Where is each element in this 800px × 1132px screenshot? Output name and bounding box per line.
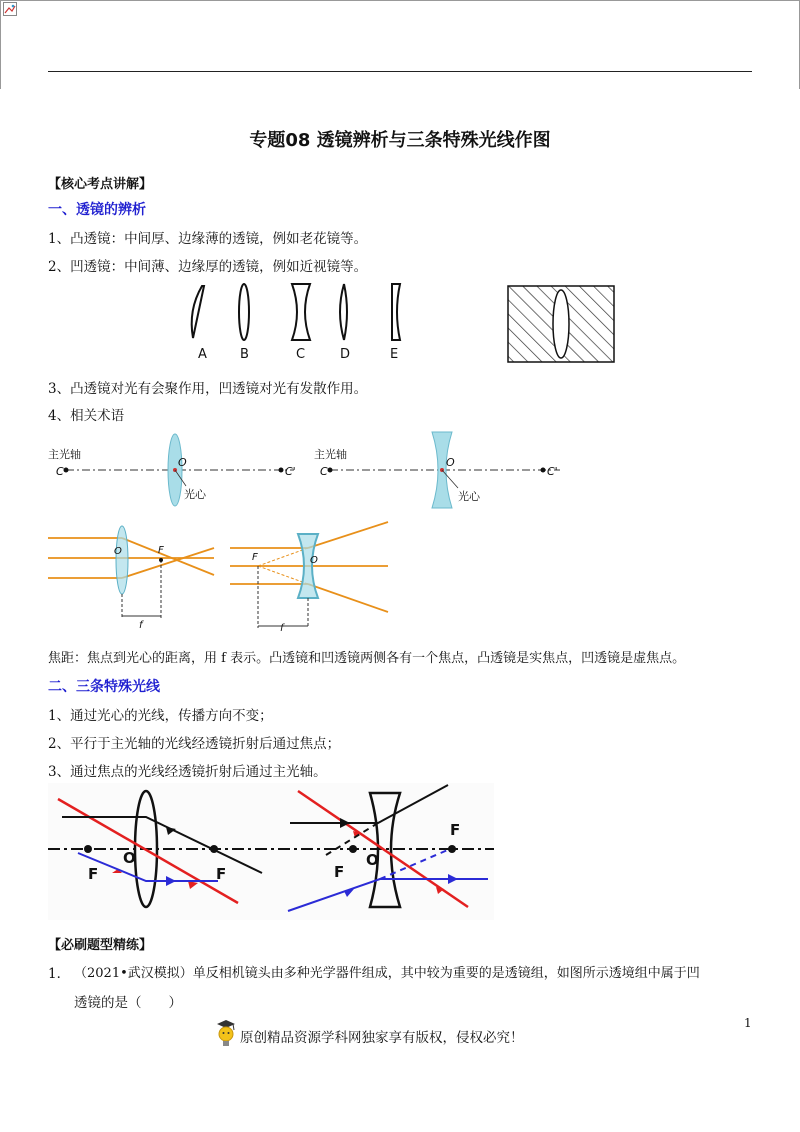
section-practice-heading: 【必刷题型精练】 (48, 938, 153, 953)
page-header-frame (0, 0, 800, 89)
convex-terms-figure (44, 430, 304, 510)
convex-point-o: O (178, 456, 187, 469)
broken-image-icon (3, 2, 17, 16)
convex-focus-f: F (158, 545, 164, 556)
lens-label-a: A (198, 347, 207, 362)
lens-label-b: B (240, 347, 249, 362)
rays-right-f2: F (450, 821, 461, 839)
concave-point-c: C (320, 465, 328, 478)
question1-line1: （2021•武汉模拟）单反相机镜头由多种光学器件组成，其中较为重要的是透镜组，如图所示透境组中属于凹 (74, 966, 700, 981)
footer-copyright: 原创精品资源学科网独家享有版权，侵权必究！ (240, 1030, 524, 1046)
page-title: 专题08 透镜辨析与三条特殊光线作图 (249, 130, 551, 151)
concave-axis-label: 主光轴 (314, 448, 347, 461)
rays-right-f1: F (334, 863, 345, 881)
part1-line1: 1、凸透镜：中间厚、边缘薄的透镜，例如老花镜等。 (48, 231, 368, 247)
convex-point-c-prime: C' (285, 465, 296, 478)
concave-focal-length: f (280, 623, 284, 632)
part2-line1: 1、通过光心的光线，传播方向不变； (48, 708, 273, 724)
concave-terms-figure (310, 430, 570, 512)
lightbulb-mascot-icon (213, 1018, 239, 1050)
section-core-heading: 【核心考点讲解】 (48, 177, 153, 192)
part2-line2: 2、平行于主光轴的光线经透镜折射后通过焦点； (48, 736, 341, 752)
convex-point-c: C (56, 465, 64, 478)
convex-focus-o: O (114, 546, 122, 557)
rays-left-f1: F (88, 865, 99, 883)
convex-optical-center: 光心 (184, 488, 206, 501)
concave-point-c-prime: C' (547, 465, 558, 478)
lens-shapes-figure (180, 280, 420, 365)
lens-label-e: E (390, 347, 399, 362)
concave-focus-figure (228, 520, 398, 632)
rays-left-f2: F (216, 865, 227, 883)
question1-number: 1． (48, 966, 71, 982)
special-rays-figure (48, 783, 494, 920)
part1-heading: 一、透镜的辨析 (48, 202, 146, 218)
header-rule (48, 71, 752, 72)
rays-right-o: O (366, 851, 379, 869)
part1-line3: 3、凸透镜对光有会聚作用，凹透镜对光有发散作用。 (48, 381, 368, 397)
concave-focus-f: F (252, 552, 258, 563)
part1-line2: 2、凹透镜：中间薄、边缘厚的透镜，例如近视镜等。 (48, 259, 368, 275)
rays-left-o: O (123, 849, 136, 867)
concave-point-o: O (446, 456, 455, 469)
lens-label-d: D (340, 347, 351, 362)
question1-line2: 透镜的是（ ） (74, 995, 182, 1011)
convex-focal-length: f (139, 620, 143, 631)
concave-focus-o: O (310, 555, 318, 566)
hatched-lens-figure (506, 284, 616, 364)
part2-heading: 二、三条特殊光线 (48, 679, 160, 695)
part1-line4: 4、相关术语 (48, 408, 125, 424)
concave-optical-center: 光心 (458, 490, 480, 503)
page-number: 1 (744, 1016, 752, 1030)
focal-length-text: 焦距：焦点到光心的距离，用 f 表示。凸透镜和凹透镜两侧各有一个焦点，凸透镜是实焦点，凹透镜是虚焦点。 (48, 651, 686, 666)
convex-axis-label: 主光轴 (48, 448, 81, 461)
lens-label-c: C (296, 347, 306, 362)
part2-line3: 3、通过焦点的光线经透镜折射后通过主光轴。 (48, 764, 327, 780)
convex-focus-figure (44, 520, 224, 632)
